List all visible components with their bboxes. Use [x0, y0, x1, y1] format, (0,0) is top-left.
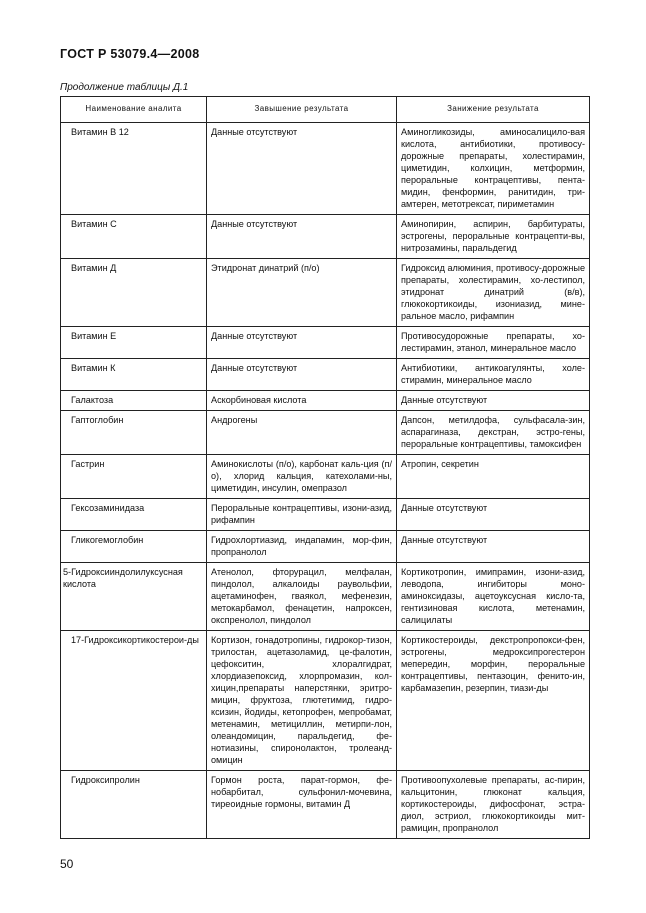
table-row — [61, 499, 590, 531]
increase-cell: Андрогены — [207, 411, 397, 455]
table-row — [61, 359, 590, 391]
decrease-cell: Антибиотики, антикоагулянты, холе-стирамин, минеральное масло — [397, 359, 590, 391]
page-number: 50 — [60, 857, 74, 871]
analyte-cell: Витамин К — [61, 359, 207, 391]
column-header-decrease: Занижение результата — [397, 97, 590, 123]
decrease-cell: Данные отсутствуют — [397, 499, 590, 531]
decrease-cell: Противоопухолевые препараты, ас-пирин, кальцитонин, глюконат кальция, кортикостероиды, дифосфонат, эстра-диол, эстриол, глюкокортикоиды мит-рамицин, пропранолол — [397, 771, 590, 839]
increase-cell: Этидронат динатрий (п/о) — [207, 259, 397, 327]
table-row — [61, 563, 590, 631]
analyte-cell: Гаптоглобин — [61, 411, 207, 455]
analyte-cell: Галактоза — [61, 391, 207, 411]
decrease-cell: Противосудорожные препараты, хо-лестирамин, этанол, минеральное масло — [397, 327, 590, 359]
decrease-cell: Аминопирин, аспирин, барбитураты, эстрогены, пероральные контрацепти-вы, нитрозамины, паральдегид — [397, 215, 590, 259]
analyte-cell: Гидроксипролин — [61, 771, 207, 839]
increase-cell: Данные отсутствуют — [207, 327, 397, 359]
table-row — [61, 411, 590, 455]
table-header-row — [61, 97, 590, 123]
increase-cell: Аскорбиновая кислота — [207, 391, 397, 411]
analyte-cell: Витамин Д — [61, 259, 207, 327]
decrease-cell: Данные отсутствуют — [397, 391, 590, 411]
table-caption: Продолжение таблицы Д.1 — [60, 82, 189, 93]
decrease-cell: Атропин, секретин — [397, 455, 590, 499]
decrease-cell: Гидроксид алюминия, противосу-дорожные препараты, холестирамин, хо-лестипол, этидронат динатрий (в/в), глюкокортикоиды, изониазид, мине-ральное масло, рифампин — [397, 259, 590, 327]
table-row — [61, 259, 590, 327]
analyte-cell: 17-Гидроксикортикостерои-ды — [61, 631, 207, 771]
increase-cell: Гидрохлортиазид, индапамин, мор-фин, пропранолол — [207, 531, 397, 563]
increase-cell: Атенолол, фторурацил, мелфалан, пиндолол, алкалоиды раувольфии, ацетаминофен, гваякол, мефенезин, метокарбамол, фенацетин, напроксен, окспренолол, пиндолол — [207, 563, 397, 631]
table-row — [61, 391, 590, 411]
column-header-analyte: Наименование аналита — [61, 97, 207, 123]
table-row — [61, 771, 590, 839]
analyte-cell: 5-Гидроксииндолилуксусная кислота — [61, 563, 207, 631]
analyte-cell: Гастрин — [61, 455, 207, 499]
decrease-cell: Кортикостероиды, декстропропокси-фен, эстрогены, медроксипрогестерон мепередин, морфин, пероральные контрацептивы, пентазоцин, фенито-ин, карбамазепин, резерпин, тиази-ды — [397, 631, 590, 771]
decrease-cell: Данные отсутствуют — [397, 531, 590, 563]
decrease-cell: Аминогликозиды, аминосалицило-вая кислота, антибиотики, противосу-дорожные препараты, холестирамин, циметидин, колхицин, метформин, пероральные контрацептивы, пента-мидин, фенформин, ранитидин, три-амтерен, метотрексат, пириметамин — [397, 123, 590, 215]
table-row — [61, 327, 590, 359]
increase-cell: Данные отсутствуют — [207, 359, 397, 391]
analyte-cell: Гликогемоглобин — [61, 531, 207, 563]
analyte-cell: Витамин С — [61, 215, 207, 259]
table-row — [61, 531, 590, 563]
increase-cell: Кортизон, гонадотропины, гидрокор-тизон, трилостан, ацетазоламид, це-фалотин, цефокситин, хлоралгидрат, хлордиазепоксид, хлорпромазин, кол-хицин,препараты наперстянки, эритро-мицин, фруктоза, глютетимид, гидро-ксизин, йодиды, кетопрофен, мепробамат, метенамин, метициллин, метирпи-лон, олеандомицин, паральдегид, фе-нотиазины, спиронолактон, тролеанд-омицин — [207, 631, 397, 771]
increase-cell: Аминокислоты (п/о), карбонат каль-ция (п/о), хлорид кальция, катехолами-ны, циметидин, инсулин, омепразол — [207, 455, 397, 499]
increase-cell: Данные отсутствуют — [207, 215, 397, 259]
analyte-cell: Витамин В 12 — [61, 123, 207, 215]
increase-cell: Пероральные контрацептивы, изони-азид, рифампин — [207, 499, 397, 531]
table-row — [61, 455, 590, 499]
increase-cell: Гормон роста, парат-гормон, фе-нобарбитал, сульфонил-мочевина, тиреоидные гормоны, витамин Д — [207, 771, 397, 839]
document-header: ГОСТ Р 53079.4—2008 — [60, 47, 200, 61]
table-row — [61, 123, 590, 215]
analyte-cell: Гексозаминидаза — [61, 499, 207, 531]
analyte-interference-table — [60, 96, 590, 839]
increase-cell: Данные отсутствуют — [207, 123, 397, 215]
table-row — [61, 215, 590, 259]
decrease-cell: Дапсон, метилдофа, сульфасала-зин, аспарагиназа, декстран, эстро-гены, пероральные контрацептивы, тамоксифен — [397, 411, 590, 455]
decrease-cell: Кортикотропин, имипрамин, изони-азид, леводопа, ингибиторы моно-аминоксидазы, ацетоуксусная кисло-та, гентизиновая кислота, метенамин, салицилаты — [397, 563, 590, 631]
column-header-increase: Завышение результата — [207, 97, 397, 123]
analyte-cell: Витамин Е — [61, 327, 207, 359]
table-row — [61, 631, 590, 771]
